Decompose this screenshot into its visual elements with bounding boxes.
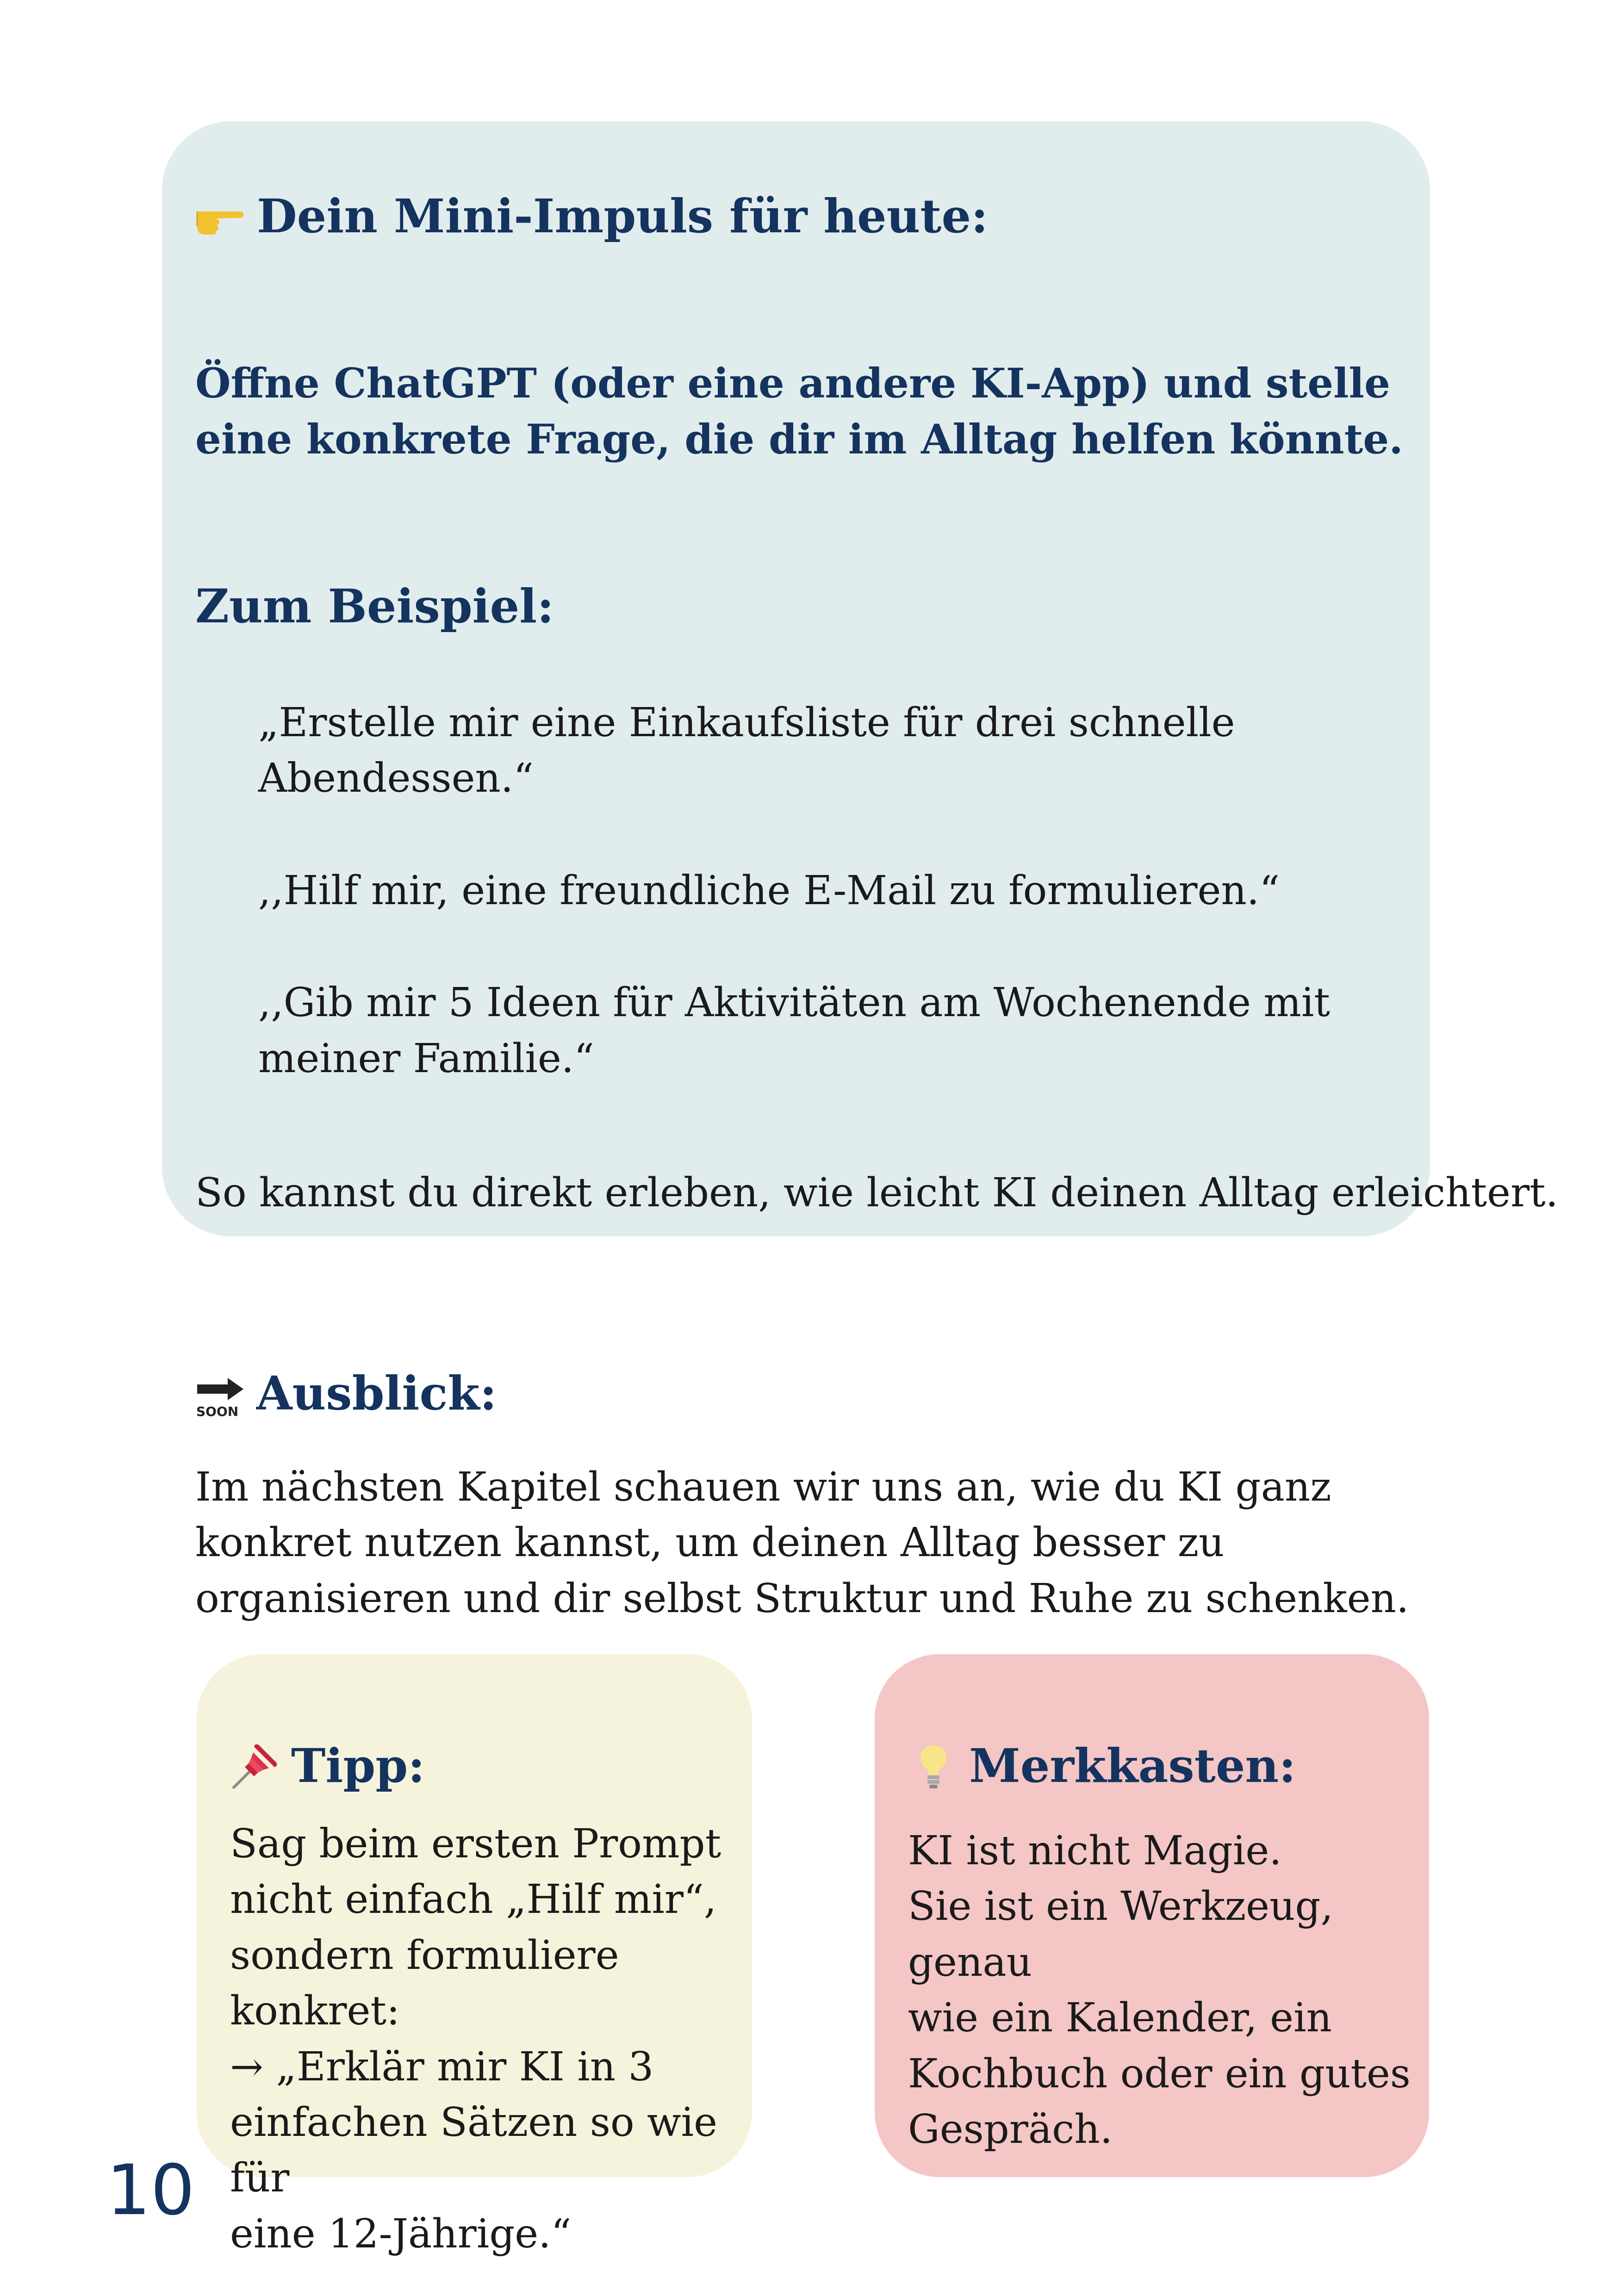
outlook-title-text: Ausblick:: [256, 1366, 497, 1421]
memo-text-line: KI ist nicht Magie.: [908, 1828, 1282, 1874]
tip-title-text: Tipp:: [291, 1738, 425, 1793]
mini-impulse-title: [195, 188, 988, 244]
example-heading: Zum Beispiel:: [195, 579, 554, 633]
soon-arrow-icon: [195, 1368, 246, 1419]
page-number: 10: [106, 2150, 195, 2231]
outlook-section: [195, 1327, 1422, 1666]
mini-impulse-title-text: Dein Mini-Impuls für heute:: [257, 189, 989, 243]
pushpin-icon: [230, 1740, 281, 1791]
example-item: „Erstelle mir eine Einkaufsliste für drei schnelle Abendessen.“: [258, 700, 1235, 802]
tip-card: [197, 1654, 752, 2257]
memo-title: [908, 1738, 1296, 1793]
memo-card: [875, 1654, 1429, 2177]
memo-title-text: Merkkasten:: [969, 1738, 1296, 1793]
example-list: [258, 695, 1392, 1143]
example-item: ,,Hilf mir, eine freundliche E-Mail zu formulieren.“: [258, 867, 1280, 914]
tip-text-line: einfachen Sätzen so wie für: [230, 2099, 717, 2202]
tip-text-line: eine 12-Jährige.“: [230, 2210, 572, 2257]
tip-text-line: → „Erklär mir KI in 3: [230, 2043, 654, 2090]
tip-title: [230, 1738, 425, 1793]
soon-icon-label: SOON: [196, 1404, 239, 1419]
tip-text-line: Sag beim ersten Prompt: [230, 1821, 721, 1867]
example-item: ,,Gib mir 5 Ideen für Aktivitäten am Wochenende mit meiner Familie.“: [258, 980, 1330, 1082]
mini-impulse-closing: So kannst du direkt erleben, wie leicht KI deinen Alltag erleichtert.: [195, 1170, 1558, 1216]
tip-text-line: sondern formuliere konkret:: [230, 1932, 619, 2035]
tip-text-line: nicht einfach „Hilf mir“,: [230, 1876, 717, 1923]
memo-text-line: Kochbuch oder ein gutes: [908, 2050, 1411, 2097]
outlook-text: Im nächsten Kapitel schauen wir uns an, wie du KI ganz konkret nutzen kannst, um deinen Alltag besser zu organisieren und dir selbst Struktur und Ruhe zu schenken.: [195, 1464, 1409, 1622]
tip-text: [230, 1816, 734, 2262]
mini-impulse-box: [162, 121, 1558, 1236]
memo-text-line: wie ein Kalender, ein: [908, 1995, 1332, 2042]
memo-text: [908, 1823, 1412, 2157]
light-bulb-icon: [908, 1740, 959, 1791]
mini-impulse-intro: Öffne ChatGPT (oder eine andere KI-App) und stelle eine konkrete Frage, die dir im Alltag helfen könnte.: [195, 359, 1403, 464]
memo-text-line: Sie ist ein Werkzeug, genau: [908, 1883, 1333, 1986]
pointing-hand-icon: [195, 198, 244, 235]
outlook-title: [195, 1365, 1422, 1421]
memo-text-line: Gespräch.: [908, 2106, 1113, 2153]
